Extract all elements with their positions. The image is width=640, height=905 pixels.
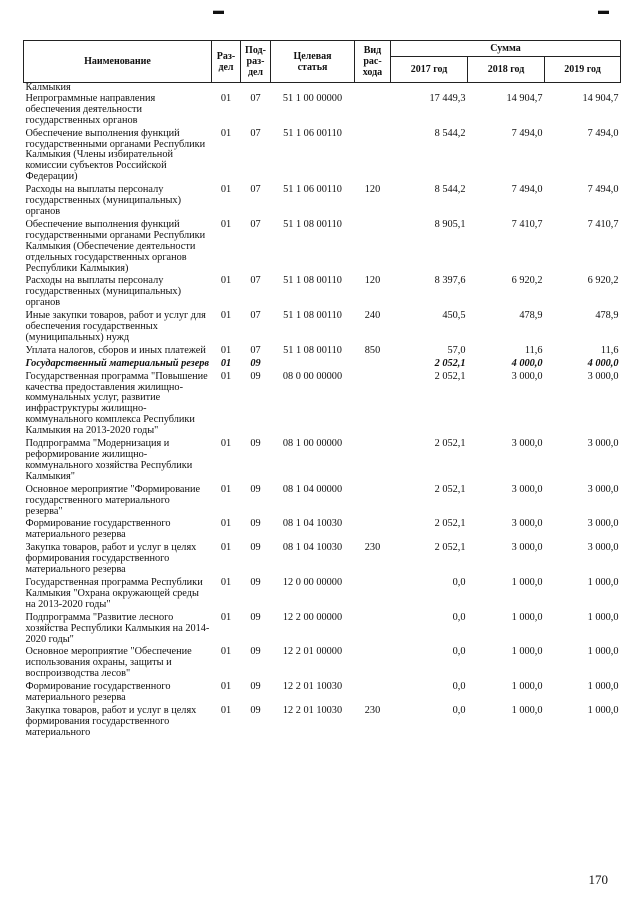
row-vid	[355, 578, 391, 613]
row-target: 51 1 08 00110	[283, 275, 342, 287]
row-sum-2017: 0,0	[452, 611, 466, 623]
row-sum-2019: 7 494,0	[587, 184, 619, 196]
row-razdel: 01	[220, 483, 232, 495]
row-sum-2019: 6 920,2	[587, 275, 619, 287]
row-sum-2018: 1 000,0	[511, 576, 543, 588]
scan-mark-right: ▬	[598, 5, 609, 17]
header-2018: 2018 год	[468, 57, 545, 83]
row-sum-2018: 1 000,0	[511, 704, 543, 716]
row-razdel: 01	[220, 438, 232, 450]
row-vid	[355, 647, 391, 682]
row-vid	[355, 94, 391, 129]
row-name: Основное мероприятие "Формирование государственного материального резерва"	[25, 483, 201, 517]
row-vid	[355, 439, 391, 485]
row-sum-2018: 3 000,0	[511, 518, 543, 530]
row-name: Расходы на выплаты персоналу государственных (муниципальных) органов	[25, 275, 182, 309]
row-name: Непрограммные направления обеспечения деятельности государственных органов	[25, 92, 156, 126]
row-podrazdel: 09	[250, 518, 261, 530]
row-sum-2017: 8 397,6	[434, 275, 466, 287]
row-podrazdel: 09	[250, 646, 261, 658]
row-sum-2019: 1 000,0	[587, 576, 619, 588]
row-podrazdel: 09	[250, 438, 261, 450]
row-sum-2019: 4 000,0	[587, 357, 619, 369]
row-razdel: 01	[220, 92, 232, 104]
row-target: 08 1 04 10030	[282, 518, 343, 530]
row-sum-2018: 4 000,0	[511, 357, 543, 369]
row-name: Основное мероприятие "Обеспечение использования охраны, защиты и воспроизводства лесов"	[25, 646, 192, 680]
row-sum-2018: 6 920,2	[511, 275, 543, 287]
row-podrazdel: 07	[250, 184, 261, 196]
row-razdel: 01	[220, 646, 232, 658]
row-razdel: 01	[220, 344, 232, 356]
row-sum-2018: 7 494,0	[511, 184, 543, 196]
row-podrazdel: 09	[250, 483, 261, 495]
row-sum-2018: 1 000,0	[511, 611, 543, 623]
row-sum-2017: 2 052,1	[434, 483, 466, 495]
row-razdel: 01	[220, 127, 232, 139]
row-razdel: 01	[220, 518, 232, 530]
row-target: 08 1 00 00000	[282, 438, 343, 450]
row-target: 12 2 01 10030	[282, 681, 343, 693]
table-row	[24, 485, 621, 520]
table-row	[24, 519, 621, 543]
row-target: 51 1 08 00110	[283, 310, 342, 322]
row-podrazdel: 09	[250, 357, 261, 369]
table-row	[24, 372, 621, 439]
row-razdel: 01	[220, 310, 232, 322]
row-sum-2019: 11,6	[600, 344, 619, 356]
table-row	[24, 220, 621, 277]
row-razdel: 01	[220, 542, 232, 554]
row-vid: 850	[364, 344, 381, 356]
row-podrazdel: 07	[250, 275, 261, 287]
row-name: Формирование государственного материального резерва	[25, 681, 171, 704]
row-razdel: 01	[220, 611, 232, 623]
table-row	[24, 129, 621, 186]
row-target: 08 1 04 10030	[282, 542, 343, 554]
row-podrazdel: 07	[250, 127, 261, 139]
row-vid	[355, 359, 391, 372]
row-vid: 230	[364, 704, 381, 716]
header-razdel-text: Раз- дел	[216, 50, 236, 73]
row-podrazdel: 09	[250, 681, 261, 693]
table-row	[24, 359, 621, 372]
table-row	[24, 439, 621, 485]
row-name: Закупка товаров, работ и услуг в целях формирования государственного материального	[25, 704, 197, 738]
row-name: Формирование государственного материального резерва	[25, 518, 171, 541]
row-sum-2018: 7 494,0	[511, 127, 543, 139]
row-razdel: 01	[220, 218, 232, 230]
row-podrazdel: 07	[250, 218, 261, 230]
row-sum-2017: 2 052,1	[434, 518, 466, 530]
row-sum-2019: 3 000,0	[587, 438, 619, 450]
table-row	[24, 578, 621, 613]
row-sum-2019: 7 494,0	[587, 127, 619, 139]
row-sum-2019: 1 000,0	[587, 646, 619, 658]
row-sum-2019: 3 000,0	[587, 518, 619, 530]
row-target: 51 1 06 00110	[283, 184, 342, 196]
row-name: Калмыкия	[25, 82, 71, 93]
row-name: Государственная программа Республики Калмыкия "Охрана окружающей среды на 2013-2020 годы"	[25, 576, 203, 610]
row-target: 12 2 01 10030	[282, 704, 343, 716]
table-row	[24, 185, 621, 220]
row-target: 12 2 00 00000	[282, 611, 343, 623]
row-vid	[355, 682, 391, 706]
header-target	[271, 41, 355, 83]
row-target: 51 1 00 00000	[282, 92, 343, 104]
row-target	[271, 359, 355, 372]
row-vid	[355, 519, 391, 543]
row-name: Государственный материальный резерв	[25, 357, 210, 369]
row-vid: 120	[364, 275, 381, 287]
row-sum-2017: 2 052,1	[434, 370, 466, 382]
row-sum-2019: 14 904,7	[582, 92, 619, 104]
header-2019: 2019 год	[545, 57, 621, 83]
row-sum-2018: 7 410,7	[511, 218, 543, 230]
row-sum-2017: 8 544,2	[434, 127, 466, 139]
row-vid	[355, 372, 391, 439]
table-row	[24, 682, 621, 706]
row-vid	[355, 613, 391, 648]
table-row	[24, 647, 621, 682]
row-podrazdel: 07	[250, 92, 261, 104]
row-vid	[355, 220, 391, 277]
row-target: 12 2 01 00000	[282, 646, 343, 658]
page-number: 170	[588, 872, 608, 887]
row-target: 51 1 08 00110	[283, 344, 342, 356]
row-razdel: 01	[220, 275, 232, 287]
row-sum-2017: 0,0	[452, 576, 466, 588]
table-row	[24, 613, 621, 648]
table-row	[24, 543, 621, 578]
row-target: 08 0 00 00000	[282, 370, 343, 382]
row-vid: 120	[364, 184, 381, 196]
row-name: Расходы на выплаты персоналу государственных (муниципальных) органов	[25, 184, 182, 217]
row-podrazdel: 09	[250, 576, 261, 588]
row-sum-2018: 3 000,0	[511, 438, 543, 450]
row-sum-2017: 8 905,1	[434, 218, 466, 230]
header-razdel	[212, 41, 241, 83]
row-name: Подпрограмма "Модернизация и реформирование жилищно-коммунального хозяйства Республики Калмыкия"	[25, 438, 193, 482]
row-sum-2017: 17 449,3	[429, 92, 466, 104]
row-sum-2018: 3 000,0	[511, 542, 543, 554]
row-razdel: 01	[220, 576, 232, 588]
table-row	[24, 706, 621, 741]
row-sum-2018: 14 904,7	[506, 92, 543, 104]
row-sum-2019: 1 000,0	[587, 681, 619, 693]
table-body	[24, 83, 621, 741]
row-vid	[355, 83, 391, 94]
row-sum-2018: 3 000,0	[511, 370, 543, 382]
row-sum-2017: 0,0	[452, 681, 466, 693]
row-sum-2017: 8 544,2	[434, 184, 466, 196]
row-target: 51 1 06 00110	[283, 127, 342, 139]
row-sum-2018: 1 000,0	[511, 681, 543, 693]
row-sum-2019: 3 000,0	[587, 542, 619, 554]
row-sum-2019: 3 000,0	[587, 370, 619, 382]
row-target: 08 1 04 00000	[282, 483, 343, 495]
row-sum-2019: 478,9	[595, 310, 619, 322]
budget-table	[23, 40, 621, 741]
row-sum-2017: 0,0	[452, 646, 466, 658]
row-name: Государственная программа "Повышение качества предоставления жилищно-коммунальных услуг, развитие инфраструктуры жилищно-коммунального комплекса Республики Калмыкия на 2013-2020 годы"	[25, 370, 208, 437]
row-razdel: 01	[220, 370, 232, 382]
row-podrazdel: 07	[250, 310, 261, 322]
header-vid-text: Вид рас- хода	[362, 45, 383, 78]
row-podrazdel: 09	[250, 611, 261, 623]
row-podrazdel: 09	[250, 542, 261, 554]
row-sum-2019: 1 000,0	[587, 704, 619, 716]
table-row	[24, 276, 621, 311]
header-2017: 2017 год	[391, 57, 468, 83]
row-sum-2017: 450,5	[442, 310, 466, 322]
row-sum-2017: 2 052,1	[434, 357, 466, 369]
row-sum-2019: 7 410,7	[587, 218, 619, 230]
row-vid	[355, 129, 391, 186]
header-target-text: Целевая статья	[293, 50, 332, 73]
row-vid	[355, 485, 391, 520]
row-razdel: 01	[220, 184, 232, 196]
table-row	[24, 346, 621, 359]
header-vid	[355, 41, 391, 83]
row-vid: 240	[364, 310, 381, 322]
row-target: 12 0 00 00000	[282, 576, 343, 588]
row-razdel: 01	[220, 681, 232, 693]
header-podrazdel	[241, 41, 271, 83]
row-podrazdel: 07	[250, 344, 261, 356]
row-podrazdel: 09	[250, 370, 261, 382]
row-name: Подпрограмма "Развитие лесного хозяйства Республики Калмыкия на 2014-2020 годы"	[25, 611, 210, 645]
row-name: Иные закупки товаров, работ и услуг для обеспечения государственных (муниципальных) нужд	[25, 310, 206, 343]
row-sum-2018: 478,9	[519, 310, 543, 322]
row-razdel: 01	[220, 704, 232, 716]
scan-mark-left: ▬	[213, 5, 224, 17]
row-sum-2019: 3 000,0	[587, 483, 619, 495]
row-vid: 230	[364, 542, 381, 554]
row-target: 51 1 08 00110	[283, 218, 342, 230]
row-sum-2018: 3 000,0	[511, 483, 543, 495]
row-sum-2017: 2 052,1	[434, 438, 466, 450]
header-name: Наименование	[24, 41, 212, 83]
header-summa: Сумма	[391, 41, 621, 57]
row-sum-2017: 2 052,1	[434, 542, 466, 554]
table-row	[24, 94, 621, 129]
row-sum-2019: 1 000,0	[587, 611, 619, 623]
row-name: Закупка товаров, работ и услуг в целях формирования государственного материального резерва	[25, 542, 197, 576]
row-sum-2017: 0,0	[452, 704, 466, 716]
header-podrazdel-text: Под- раз- дел	[245, 45, 266, 78]
row-name: Уплата налогов, сборов и иных платежей	[25, 344, 206, 356]
row-name: Обеспечение выполнения функций государственными органами Республики Калмыкия (Члены избирательной комиссии субъектов Российской Федерации)	[25, 127, 206, 183]
row-razdel: 01	[220, 357, 232, 369]
row-sum-2018: 11,6	[524, 344, 543, 356]
row-podrazdel: 09	[250, 704, 261, 716]
table-row	[24, 311, 621, 346]
row-sum-2017: 57,0	[447, 344, 466, 356]
row-sum-2018: 1 000,0	[511, 646, 543, 658]
row-name: Обеспечение выполнения функций государственными органами Республики Калмыкия (Обеспечение деятельности отдельных государственных органов Республики Калмыкия)	[25, 218, 206, 274]
